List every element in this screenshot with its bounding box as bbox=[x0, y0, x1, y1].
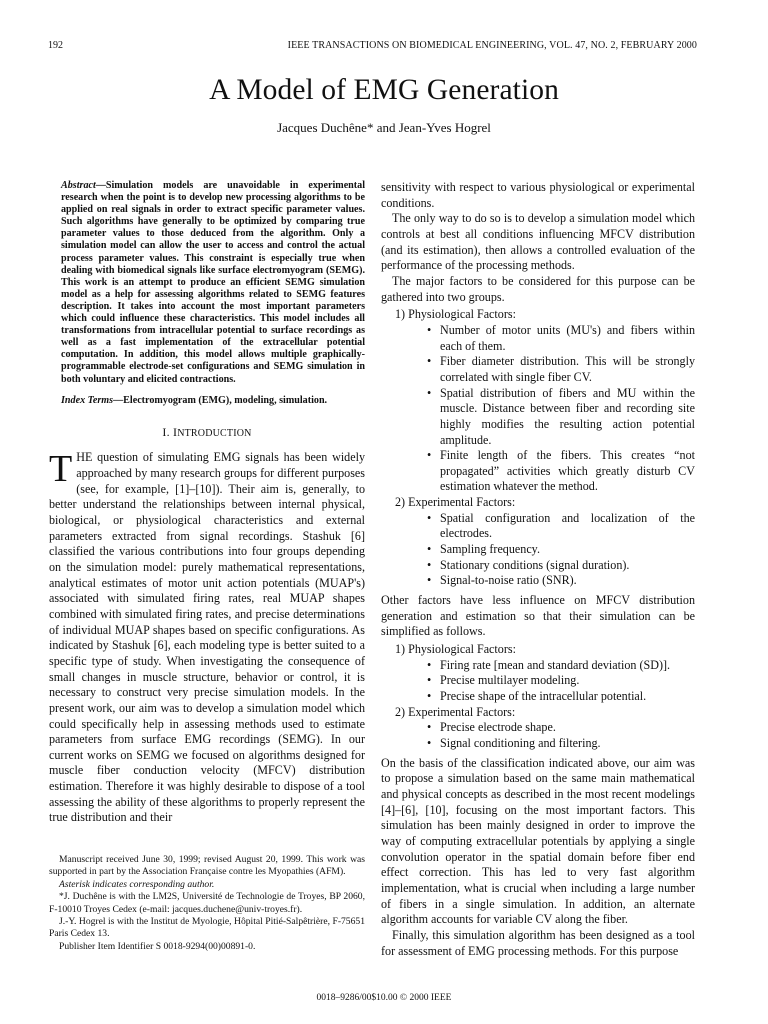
bullet-item: • Number of motor units (MU's) and fibers within each of them. bbox=[427, 323, 695, 354]
bullet-item: • Sampling frequency. bbox=[427, 542, 695, 558]
body-paragraph: sensitivity with respect to various physiological or experimental conditions. bbox=[381, 180, 695, 210]
paper-title: A Model of EMG Generation bbox=[209, 74, 559, 106]
left-column bbox=[49, 180, 365, 826]
body-paragraph: On the basis of the classification indicated above, our aim was to propose a simulation based on the same main mathematical and physical concepts as described in the most recent modelings [4]–[6], [10], focusing on the most important factors. This simulation has been mainly designed in order to improve the way of computing extracellular potentials by applying a single convolution operator in the spatial domain before fiber end effect correction. This has led to very fast algorithm implementation, what is crucial when including a large number of fibers in a single simulation. In addition, an alternate algorithm accounts for variable CV along the fiber. bbox=[381, 755, 695, 927]
factor-list-major bbox=[381, 307, 695, 589]
bullet-list bbox=[395, 720, 695, 751]
group-label: 2) Experimental Factors: bbox=[395, 495, 516, 510]
bullet-item: • Precise shape of the intracellular potential. bbox=[427, 689, 695, 705]
list-item bbox=[395, 642, 695, 705]
abstract-text: —Simulation models are unavoidable in experimental research when the point is to develop new processing algorithms to be applied on real signals in order to extract specific parameter values. Such algorithms have generally to be optimized by comparing true parameter values to those deduced from the algorithm. Only a simulation model can allow the user to access and control the actual process parameter values. This constraint is especially true when dealing with biomedical signals like surface electromyogram (SEMG). This work is an attempt to produce an efficient SEMG simulation model as a help for assessing algorithms related to SEMG features description. It takes into account the most important parameters which could influence these characteristics. This model includes all transformations from intracellular potential to surface recordings as well as a fast implementation of the extracellular potential computation. In addition, this model allows multiple graphically-programmable electrode-set configurations and SEMG simulation in both voluntary and elicited contractions. bbox=[61, 180, 365, 385]
index-terms-text: —Electromyogram (EMG), modeling, simulation. bbox=[113, 394, 328, 406]
body-paragraph: The only way to do so is to develop a simulation model which controls at best all conditions influencing MFCV distribution (and its estimation), then allows a controlled evaluation of the performance of the processing methods. bbox=[381, 211, 695, 273]
group-label: 1) Physiological Factors: bbox=[395, 642, 516, 657]
footnote-hogrel: J.-Y. Hogrel is with the Institut de Myologie, Hôpital Pitié-Salpêtrière, F-75651 Paris Cedex 13. bbox=[49, 916, 365, 940]
footnote-received: Manuscript received June 30, 1999; revised August 20, 1999. This work was supported in part by the Association Française contre les Myopathies (AFM). bbox=[49, 854, 365, 878]
section-heading-introduction bbox=[49, 425, 365, 442]
index-terms-lead: Index Terms bbox=[61, 394, 114, 406]
abstract bbox=[61, 180, 365, 386]
list-item bbox=[395, 705, 695, 752]
footnote-asterisk: Asterisk indicates corresponding author. bbox=[59, 878, 215, 890]
group-label: 1) Physiological Factors: bbox=[395, 307, 516, 322]
bullet-item: • Stationary conditions (signal duration). bbox=[427, 558, 695, 574]
section-initial: I bbox=[172, 424, 178, 439]
footnote-duchene: *J. Duchêne is with the LM2S, Université de Technologie de Troyes, BP 2060, F-10010 Troyes Cedex (e-mail: jacques.duchene@univ-troyes.fr). bbox=[49, 891, 365, 915]
bullet-item: • Spatial distribution of fibers and MU within the muscle. Distance between fiber and recording site highly modifies the resulting action potential amplitude. bbox=[427, 386, 695, 449]
introduction-text: HE question of simulating EMG signals has been widely approached by many research groups for different purposes (see, for example, [1]–[10]). Their aim is, generally, to better understand the relationships between internal physical, biological, or physiological characteristics and external parameters extracted from signal recordings. Stashuk [6] classified the various contributions into four groups depending on the simulation model: purely mathematical representations, analytical estimates of motor unit action potentials (MUAP's) associated with simulated firing rates, real MUAP shapes combined with simulated firing rates, and precise determinations of individual MUAP shapes based on specific configurations. As indicated by Stashuk [6], each modeling type is better suited to a specific type of study. When investigating the consequence of small changes in muscle structure, behavior or control, it is necessary to construct very precise simulation models. In the present work, our aim was to develop a simulation model which could specifically help in assessing methods used to estimate parameters from surface EMG recordings (SEMG). In our current works on SEMG we focused on algorithms designed for muscle fiber conduction velocity (MFCV) distribution estimation. Therefore it was highly desirable to dispose of a tool assessing the ability of these algorithms to properly represent the true distribution and their bbox=[49, 450, 365, 825]
body-paragraph: Finally, this simulation algorithm has been designed as a tool for assessment of EMG processing methods. For this purpose bbox=[381, 927, 695, 958]
bullet-list bbox=[395, 658, 695, 705]
section-rest: NTRODUCTION bbox=[177, 427, 252, 439]
footnotes bbox=[49, 854, 365, 953]
bullet-item: • Precise electrode shape. bbox=[427, 720, 695, 736]
section-number: I. bbox=[162, 424, 173, 439]
factor-list-minor bbox=[381, 642, 695, 752]
abstract-lead: Abstract bbox=[61, 180, 96, 191]
drop-cap: T bbox=[49, 448, 73, 491]
body-paragraph: Other factors have less influence on MFCV distribution generation and estimation so that their simulation can be simplified as follows. bbox=[381, 593, 695, 639]
footnote-publisher: Publisher Item Identifier S 0018-9294(00)00891-0. bbox=[59, 940, 256, 952]
paper-authors: Jacques Duchêne* and Jean-Yves Hogrel bbox=[277, 120, 491, 135]
copyright-footer: 0018–9286/00$10.00 © 2000 IEEE bbox=[316, 993, 452, 1003]
bullet-item: • Fiber diameter distribution. This will be strongly correlated with single fiber CV. bbox=[427, 354, 695, 385]
bullet-item: • Finite length of the fibers. This creates “not propagated” activities which greatly disturb CV estimation whatever the method. bbox=[427, 448, 695, 495]
list-item bbox=[395, 495, 695, 589]
bullet-item: • Signal-to-noise ratio (SNR). bbox=[427, 573, 695, 589]
right-column bbox=[381, 180, 695, 959]
bullet-item: • Firing rate [mean and standard deviation (SD)]. bbox=[427, 658, 695, 674]
introduction-paragraph bbox=[49, 450, 365, 826]
page-number: 192 bbox=[48, 40, 63, 51]
list-item bbox=[395, 307, 695, 495]
bullet-item: • Signal conditioning and filtering. bbox=[427, 736, 695, 752]
body-paragraph: The major factors to be considered for this purpose can be gathered into two groups. bbox=[381, 273, 695, 304]
group-label: 2) Experimental Factors: bbox=[395, 704, 516, 719]
index-terms bbox=[61, 395, 365, 407]
bullet-item: • Spatial configuration and localization of the electrodes. bbox=[427, 511, 695, 542]
bullet-item: • Precise multilayer modeling. bbox=[427, 673, 695, 689]
journal-header: IEEE TRANSACTIONS ON BIOMEDICAL ENGINEERING, VOL. 47, NO. 2, FEBRUARY 2000 bbox=[287, 40, 697, 51]
bullet-list bbox=[395, 323, 695, 495]
bullet-list bbox=[395, 511, 695, 589]
